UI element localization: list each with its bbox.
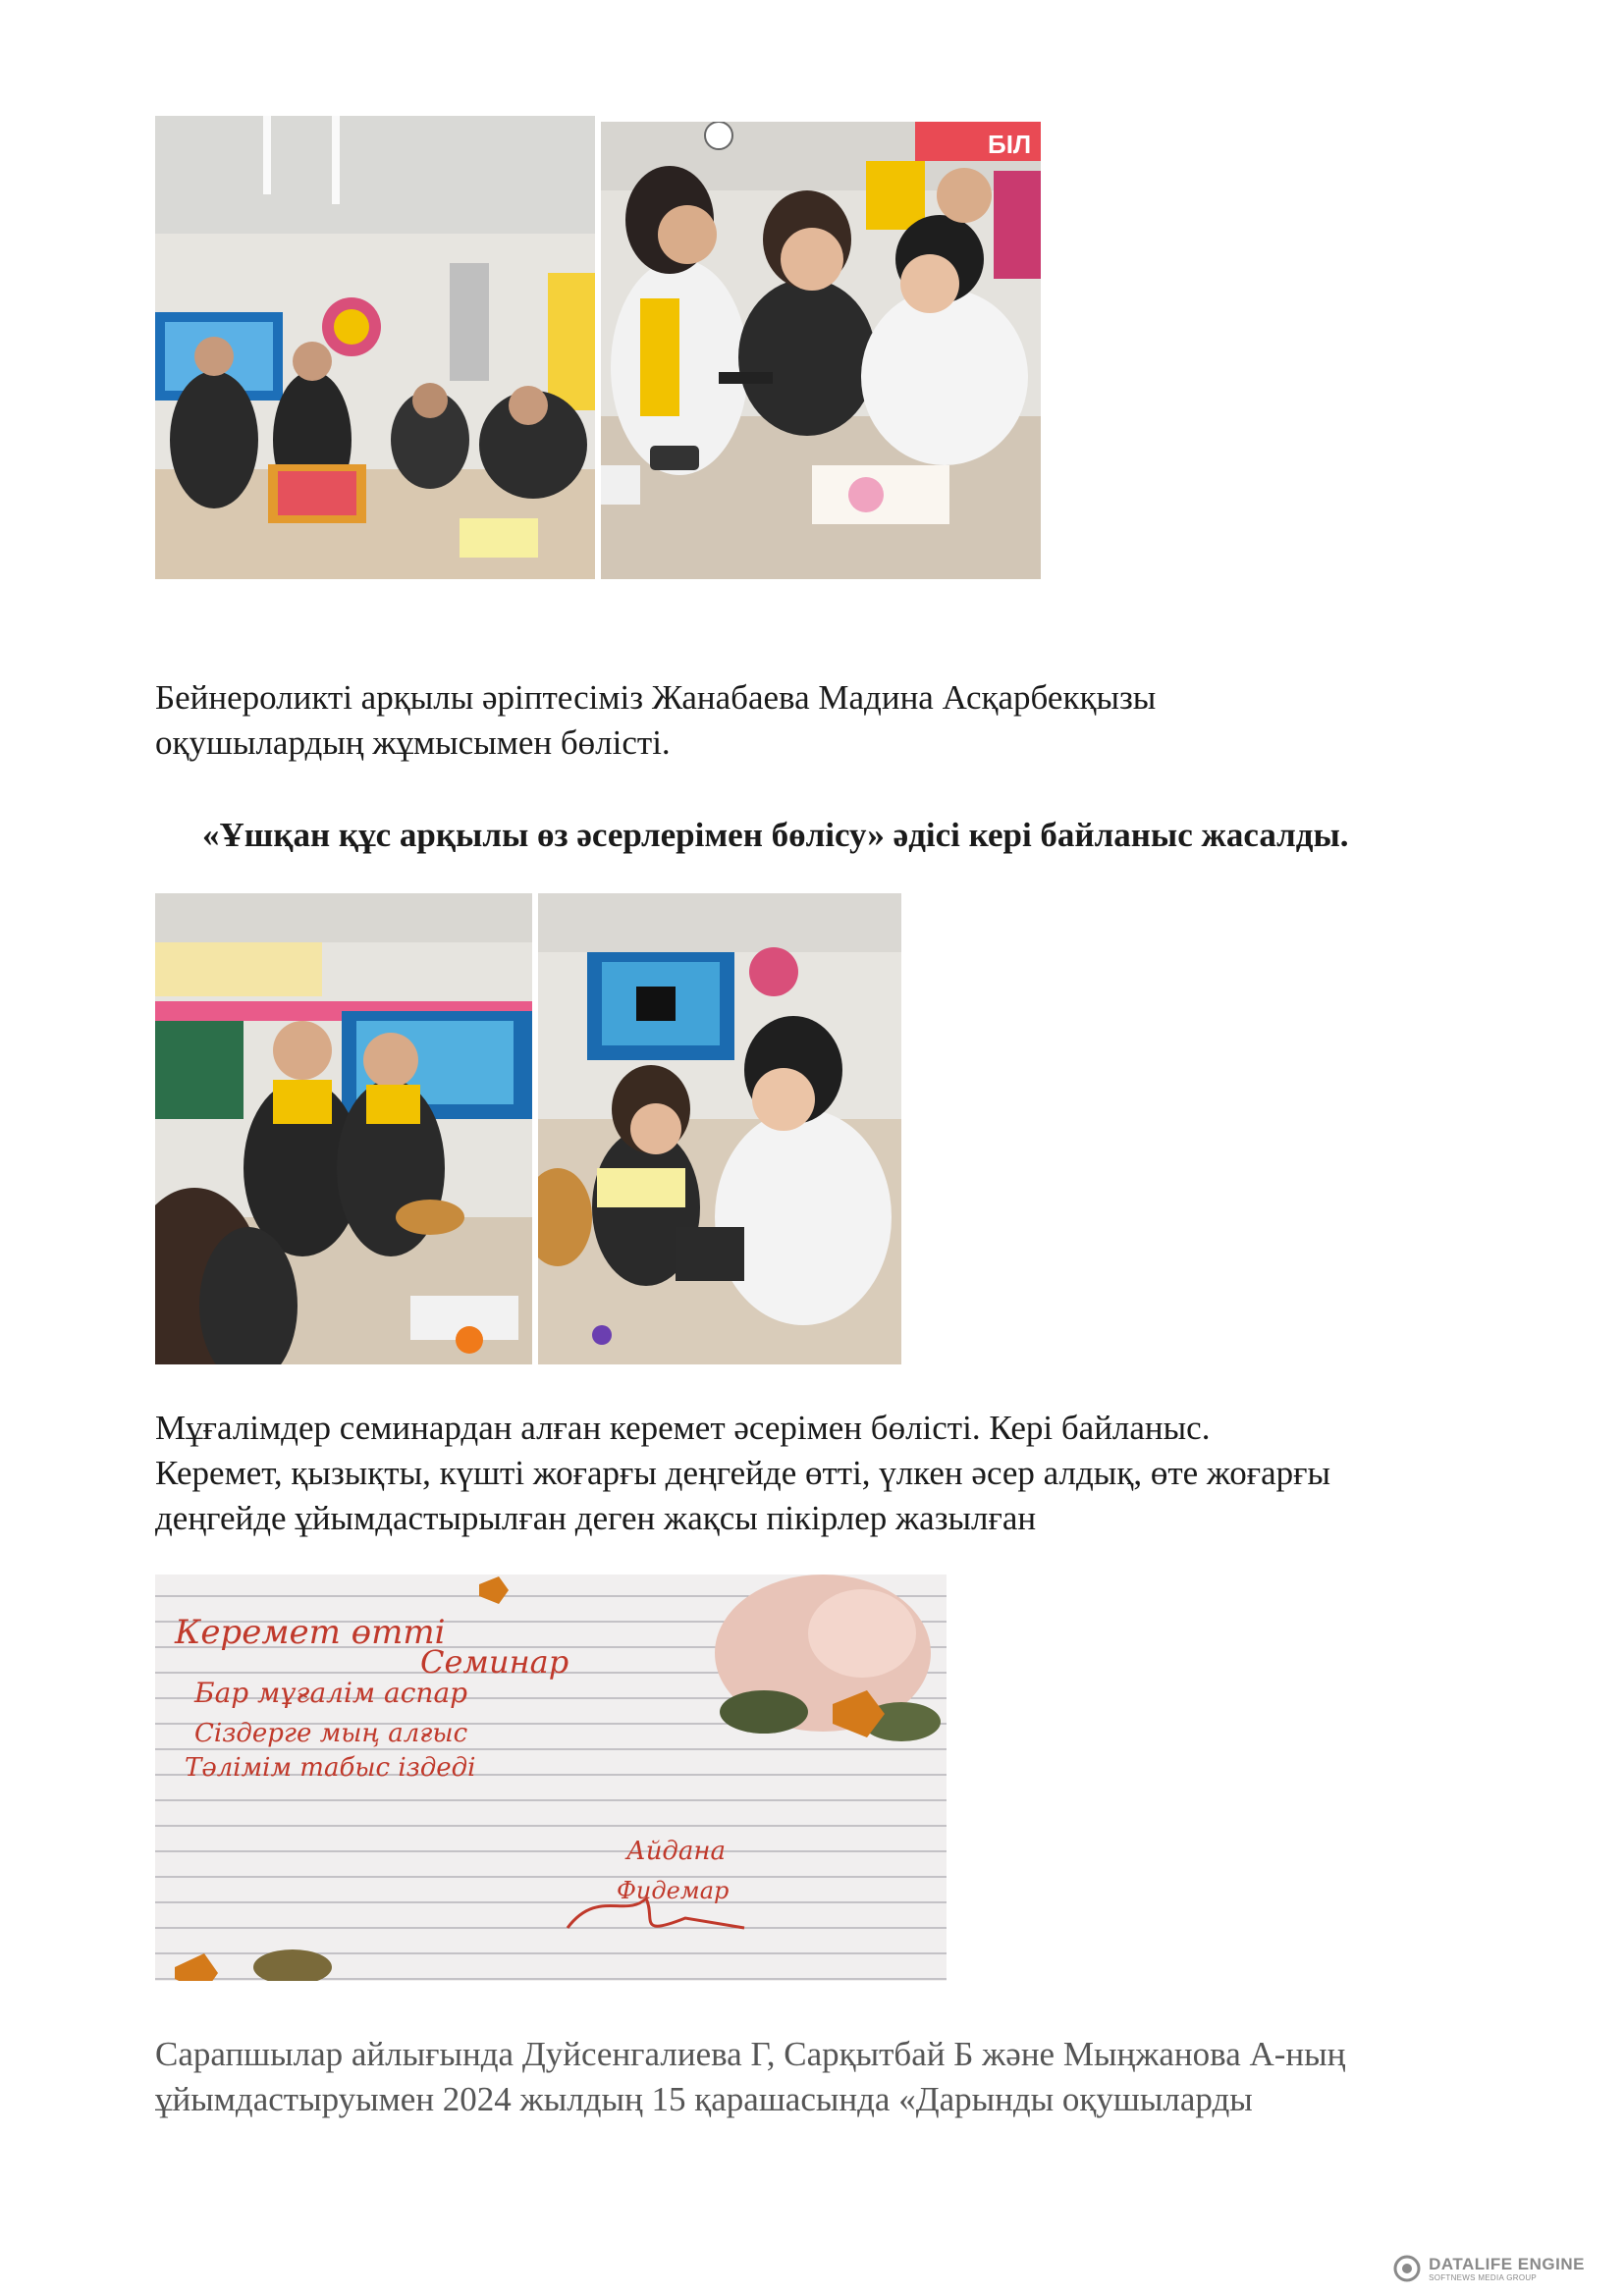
- watermark: [1393, 2255, 1585, 2282]
- paragraph-experts-line-2: ұйымдастыруымен 2024 жылдың 15 қарашасында «Дарынды оқушыларды: [155, 2080, 1253, 2118]
- datalife-logo-icon: [1393, 2255, 1421, 2282]
- note-line-1: Керемет өтті: [175, 1613, 446, 1652]
- watermark-subtitle: SOFTNEWS MEDIA GROUP: [1429, 2272, 1538, 2282]
- method-heading: «Ұшқан құс арқылы өз әсерлерімен бөлісу» әдісі кері байланыс жасалды.: [202, 816, 1349, 854]
- note-line-5: Тәлімім табыс іздеді: [185, 1753, 476, 1783]
- paragraph-feedback-line-3: деңгейде ұйымдастырылған деген жақсы пікірлер жазылған: [155, 1499, 1037, 1537]
- photo-handwritten-feedback-card: [155, 1575, 947, 1981]
- note-line-4: Сіздерге мың алғыс: [194, 1719, 468, 1748]
- paragraph-feedback-line-2: Керемет, қызықты, күшті жоғарғы деңгейде өтті, үлкен әсер алдық, өте жоғарғы: [155, 1454, 1330, 1492]
- signature-name-2: Фидемар: [617, 1877, 730, 1904]
- paragraph-feedback-line-1: Мұғалімдер семинардан алған керемет әсерімен бөлісті. Кері байланыс.: [155, 1409, 1211, 1447]
- watermark-title: DATALIFE ENGINE: [1429, 2254, 1585, 2273]
- signature-name-1: Айдана: [626, 1837, 727, 1866]
- banner-text: БІЛ: [988, 130, 1032, 159]
- note-line-3: Бар мұғалім аспар: [194, 1677, 468, 1709]
- paragraph-video-share-line-1: Бейнероликті арқылы әріптесіміз Жанабаева Мадина Асқарбекқызы: [155, 678, 1157, 717]
- paragraph-experts-line-1: Сарапшылар айлығында Дуйсенгалиева Г, Сарқытбай Б және Мыңжанова А-ның: [155, 2035, 1346, 2073]
- photo-teachers-looking-at-phone: [601, 122, 1041, 579]
- photo-teachers-writing: [538, 893, 901, 1364]
- photo-classroom-workshop-1: [155, 116, 595, 579]
- paragraph-video-share-line-2: оқушылардың жұмысымен бөлісті.: [155, 723, 671, 762]
- note-line-2: Семинар: [420, 1643, 569, 1681]
- photo-teachers-presenting: [155, 893, 532, 1364]
